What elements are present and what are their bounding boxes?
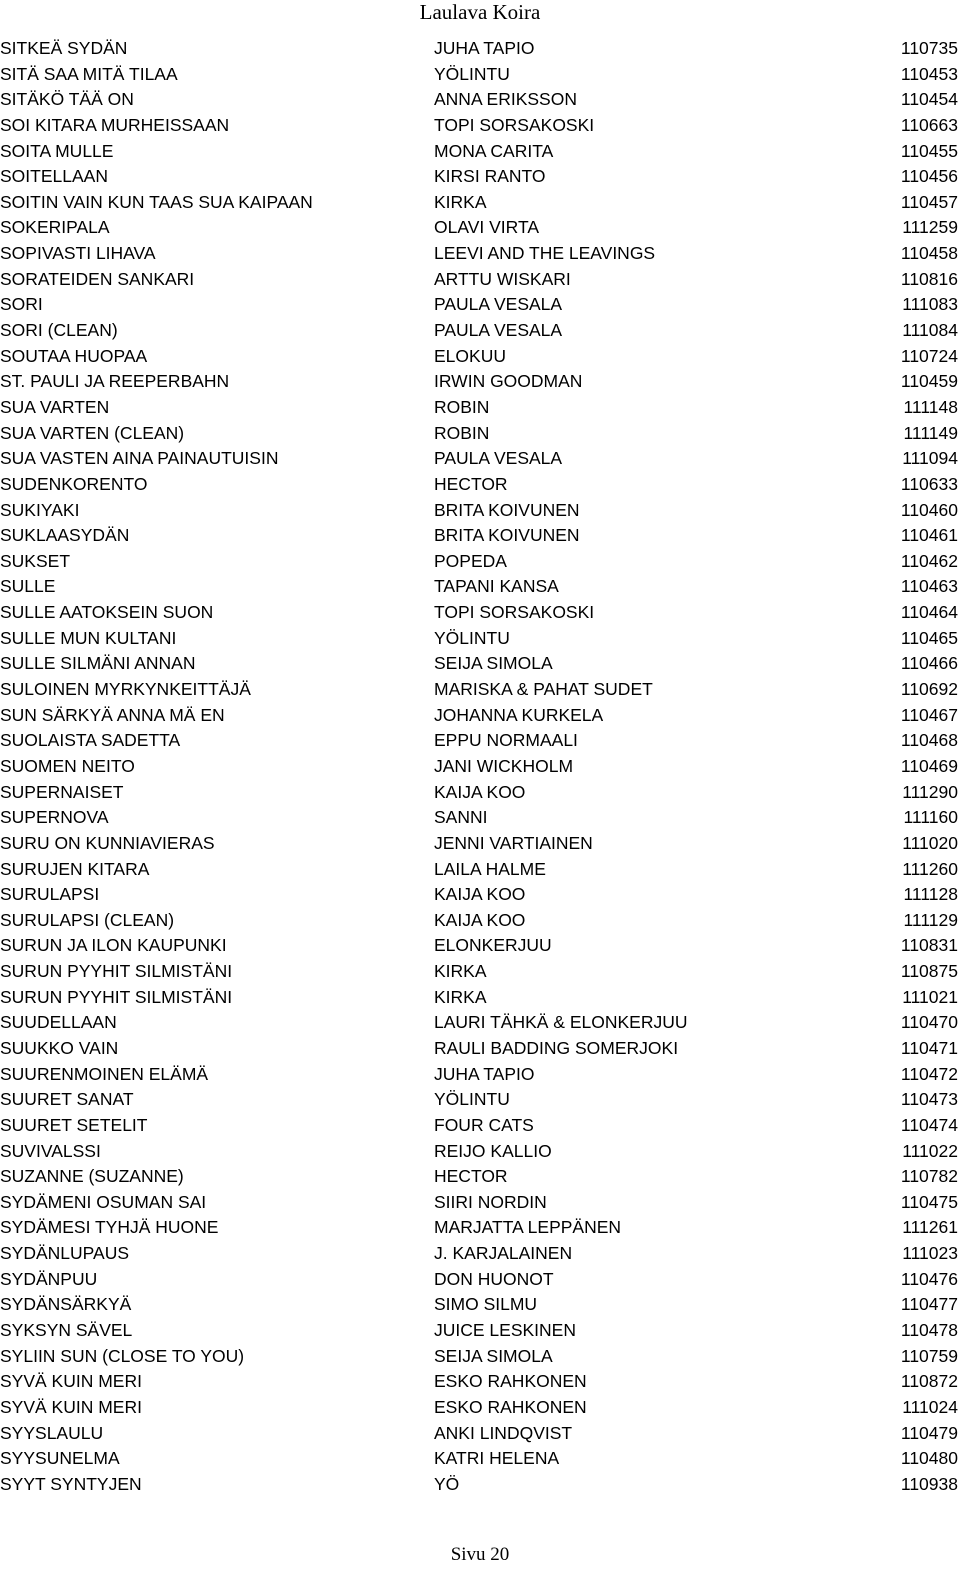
song-code: 110461 bbox=[900, 525, 958, 546]
song-row bbox=[0, 395, 960, 421]
song-code: 110459 bbox=[900, 371, 958, 392]
song-code: 111129 bbox=[903, 909, 958, 930]
song-code: 110463 bbox=[900, 576, 958, 597]
song-artist: YÖ bbox=[434, 1473, 460, 1494]
page-header bbox=[0, 0, 960, 26]
song-code: 110759 bbox=[900, 1345, 958, 1366]
song-title: SUDENKORENTO bbox=[0, 473, 148, 494]
song-title: SYDÄNPUU bbox=[0, 1268, 98, 1289]
song-artist: SEIJA SIMOLA bbox=[434, 1345, 553, 1366]
song-artist: BRITA KOIVUNEN bbox=[434, 499, 580, 520]
song-row bbox=[0, 139, 960, 165]
song-artist: YÖLINTU bbox=[434, 1089, 510, 1110]
song-code: 110473 bbox=[900, 1089, 958, 1110]
song-title: SURULAPSI (CLEAN) bbox=[0, 909, 175, 930]
song-row bbox=[0, 1113, 960, 1139]
song-title: SYDÄMESI TYHJÄ HUONE bbox=[0, 1217, 219, 1238]
song-code: 111022 bbox=[902, 1140, 958, 1161]
song-code: 110735 bbox=[900, 38, 958, 58]
song-title: SYDÄNLUPAUS bbox=[0, 1243, 130, 1264]
song-artist: ANKI LINDQVIST bbox=[434, 1422, 573, 1443]
song-artist: JANI WICKHOLM bbox=[434, 755, 574, 776]
song-code: 111148 bbox=[903, 396, 958, 417]
song-title: SULLE SILMÄNI ANNAN bbox=[0, 653, 196, 674]
song-artist: KIRKA bbox=[434, 191, 487, 212]
page-footer bbox=[0, 1543, 960, 1567]
song-artist: KAIJA KOO bbox=[434, 884, 526, 905]
song-code: 110724 bbox=[900, 345, 958, 366]
song-title: SUA VARTEN bbox=[0, 396, 110, 417]
song-title: SURULAPSI bbox=[0, 884, 100, 905]
song-artist: HECTOR bbox=[434, 1166, 508, 1187]
song-code: 110467 bbox=[900, 704, 958, 725]
song-title: SOKERIPALA bbox=[0, 217, 110, 238]
song-code: 110455 bbox=[900, 140, 958, 161]
song-row bbox=[0, 344, 960, 370]
song-artist: FOUR CATS bbox=[434, 1114, 534, 1135]
song-row bbox=[0, 446, 960, 472]
song-row bbox=[0, 1190, 960, 1216]
song-code: 110454 bbox=[900, 89, 958, 110]
song-title: SYVÄ KUIN MERI bbox=[0, 1371, 142, 1392]
song-artist: ELONKERJUU bbox=[434, 935, 552, 956]
song-artist: ROBIN bbox=[434, 396, 490, 417]
song-title: SYKSYN SÄVEL bbox=[0, 1320, 133, 1341]
song-code: 110457 bbox=[900, 191, 958, 212]
song-artist: ROBIN bbox=[434, 422, 490, 443]
song-artist: ESKO RAHKONEN bbox=[434, 1371, 587, 1392]
song-row bbox=[0, 1421, 960, 1447]
song-code: 111160 bbox=[903, 807, 958, 828]
song-artist: TAPANI KANSA bbox=[434, 576, 559, 597]
song-row bbox=[0, 1087, 960, 1113]
song-artist: OLAVI VIRTA bbox=[434, 217, 540, 238]
song-artist: BRITA KOIVUNEN bbox=[434, 525, 580, 546]
song-artist: SIMO SILMU bbox=[434, 1294, 538, 1315]
song-row bbox=[0, 600, 960, 626]
song-title: SITKEÄ SYDÄN bbox=[0, 38, 128, 58]
song-title: SYDÄNSÄRKYÄ bbox=[0, 1294, 132, 1315]
song-code: 110480 bbox=[900, 1448, 958, 1469]
song-row bbox=[0, 1267, 960, 1293]
song-artist: ESKO RAHKONEN bbox=[434, 1396, 587, 1417]
song-title: SUN SÄRKYÄ ANNA MÄ EN bbox=[0, 704, 225, 725]
song-artist: KIRKA bbox=[434, 961, 487, 982]
song-title: SURUN PYYHIT SILMISTÄNI bbox=[0, 986, 233, 1007]
song-title: SULLE bbox=[0, 576, 56, 597]
song-title: SOITA MULLE bbox=[0, 140, 114, 161]
song-title: SORATEIDEN SANKARI bbox=[0, 268, 195, 289]
song-artist: MARISKA & PAHAT SUDET bbox=[434, 679, 653, 700]
song-code: 110782 bbox=[900, 1166, 958, 1187]
song-artist: LAURI TÄHKÄ & ELONKERJUU bbox=[434, 1012, 688, 1033]
song-artist: J. KARJALAINEN bbox=[434, 1243, 573, 1264]
song-row bbox=[0, 1241, 960, 1267]
song-title: SULLE MUN KULTANI bbox=[0, 627, 177, 648]
song-artist: YÖLINTU bbox=[434, 63, 510, 84]
song-code: 110663 bbox=[900, 114, 958, 135]
song-code: 111083 bbox=[902, 294, 958, 315]
song-code: 110477 bbox=[900, 1294, 958, 1315]
song-artist: KIRKA bbox=[434, 986, 487, 1007]
song-artist: PAULA VESALA bbox=[434, 320, 563, 341]
song-row bbox=[0, 703, 960, 729]
song-code: 111094 bbox=[902, 448, 958, 469]
song-artist: JOHANNA KURKELA bbox=[434, 704, 604, 725]
song-row bbox=[0, 113, 960, 139]
song-row bbox=[0, 36, 960, 62]
song-code: 110468 bbox=[900, 730, 958, 751]
song-code: 111023 bbox=[902, 1243, 958, 1264]
song-row bbox=[0, 369, 960, 395]
song-title: SUURET SANAT bbox=[0, 1089, 134, 1110]
song-row bbox=[0, 1472, 960, 1498]
song-artist: JUHA TAPIO bbox=[434, 1063, 535, 1084]
song-row bbox=[0, 677, 960, 703]
song-code: 110938 bbox=[900, 1473, 958, 1494]
song-row bbox=[0, 1369, 960, 1395]
song-row bbox=[0, 1164, 960, 1190]
song-artist: KATRI HELENA bbox=[434, 1448, 560, 1469]
song-title: SUPERNOVA bbox=[0, 807, 109, 828]
song-artist: LEEVI AND THE LEAVINGS bbox=[434, 243, 656, 264]
song-code: 110831 bbox=[900, 935, 958, 956]
song-code: 110453 bbox=[900, 63, 958, 84]
song-code: 111261 bbox=[902, 1217, 958, 1238]
song-row bbox=[0, 831, 960, 857]
song-artist: TOPI SORSAKOSKI bbox=[434, 114, 595, 135]
song-row bbox=[0, 1292, 960, 1318]
song-artist: RAULI BADDING SOMERJOKI bbox=[434, 1037, 679, 1058]
song-title: SOUTAA HUOPAA bbox=[0, 345, 148, 366]
song-title: SYYSLAULU bbox=[0, 1422, 104, 1443]
song-row bbox=[0, 728, 960, 754]
song-row bbox=[0, 267, 960, 293]
song-artist: DON HUONOT bbox=[434, 1268, 554, 1289]
song-code: 110474 bbox=[900, 1114, 958, 1135]
song-row bbox=[0, 190, 960, 216]
song-title: SORI (CLEAN) bbox=[0, 320, 118, 341]
song-title: SUA VASTEN AINA PAINAUTUISIN bbox=[0, 448, 279, 469]
page-number: Sivu 20 bbox=[450, 1544, 510, 1565]
song-artist: JENNI VARTIAINEN bbox=[434, 832, 593, 853]
song-row bbox=[0, 421, 960, 447]
song-title: ST. PAULI JA REEPERBAHN bbox=[0, 371, 230, 392]
song-artist: YÖLINTU bbox=[434, 627, 510, 648]
song-code: 110464 bbox=[900, 602, 958, 623]
song-row bbox=[0, 318, 960, 344]
song-title: SUURENMOINEN ELÄMÄ bbox=[0, 1063, 209, 1084]
song-code: 110471 bbox=[900, 1037, 958, 1058]
song-row bbox=[0, 1036, 960, 1062]
song-row bbox=[0, 1344, 960, 1370]
song-row bbox=[0, 882, 960, 908]
song-row bbox=[0, 62, 960, 88]
song-code: 110478 bbox=[900, 1320, 958, 1341]
song-code: 111020 bbox=[902, 832, 958, 853]
song-row bbox=[0, 164, 960, 190]
song-artist: LAILA HALME bbox=[434, 858, 546, 879]
song-title: SYYSUNELMA bbox=[0, 1448, 120, 1469]
song-artist: PAULA VESALA bbox=[434, 294, 563, 315]
song-row bbox=[0, 857, 960, 883]
song-row bbox=[0, 908, 960, 934]
song-row bbox=[0, 780, 960, 806]
song-row bbox=[0, 498, 960, 524]
song-title: SUZANNE (SUZANNE) bbox=[0, 1166, 184, 1187]
song-artist: SANNI bbox=[434, 807, 488, 828]
song-code: 111260 bbox=[902, 858, 958, 879]
song-list bbox=[0, 36, 960, 1498]
song-row bbox=[0, 959, 960, 985]
song-artist: SEIJA SIMOLA bbox=[434, 653, 553, 674]
song-row bbox=[0, 626, 960, 652]
song-title: SYVÄ KUIN MERI bbox=[0, 1396, 142, 1417]
song-row bbox=[0, 549, 960, 575]
song-code: 111084 bbox=[902, 320, 958, 341]
song-title: SOPIVASTI LIHAVA bbox=[0, 243, 156, 264]
song-artist: IRWIN GOODMAN bbox=[434, 371, 583, 392]
song-row bbox=[0, 241, 960, 267]
song-title: SUUDELLAAN bbox=[0, 1012, 117, 1033]
song-title: SUOMEN NEITO bbox=[0, 755, 135, 776]
song-code: 111021 bbox=[902, 986, 958, 1007]
song-title: SUPERNAISET bbox=[0, 781, 124, 802]
song-code: 111259 bbox=[902, 217, 958, 238]
song-artist: HECTOR bbox=[434, 473, 508, 494]
song-title: SITÄKÖ TÄÄ ON bbox=[0, 89, 134, 110]
song-row bbox=[0, 1446, 960, 1472]
song-title: SULLE AATOKSEIN SUON bbox=[0, 602, 214, 623]
song-code: 110469 bbox=[900, 755, 958, 776]
song-code: 110466 bbox=[900, 653, 958, 674]
song-title: SUUKKO VAIN bbox=[0, 1037, 119, 1058]
song-title: SUA VARTEN (CLEAN) bbox=[0, 422, 185, 443]
song-artist: SIIRI NORDIN bbox=[434, 1191, 547, 1212]
song-code: 110692 bbox=[900, 679, 958, 700]
song-title: SUVIVALSSI bbox=[0, 1140, 101, 1161]
song-title: SUURET SETELIT bbox=[0, 1114, 148, 1135]
song-row bbox=[0, 472, 960, 498]
song-artist: ELOKUU bbox=[434, 345, 506, 366]
song-code: 111128 bbox=[903, 884, 958, 905]
song-code: 110462 bbox=[900, 550, 958, 571]
song-artist: KAIJA KOO bbox=[434, 781, 526, 802]
song-row bbox=[0, 292, 960, 318]
song-title: SURUJEN KITARA bbox=[0, 858, 150, 879]
song-row bbox=[0, 1395, 960, 1421]
song-code: 111149 bbox=[903, 422, 958, 443]
song-artist: JUICE LESKINEN bbox=[434, 1320, 576, 1341]
song-code: 111024 bbox=[902, 1396, 958, 1417]
song-row bbox=[0, 651, 960, 677]
song-row bbox=[0, 1062, 960, 1088]
song-row bbox=[0, 805, 960, 831]
song-artist: PAULA VESALA bbox=[434, 448, 563, 469]
song-code: 110472 bbox=[900, 1063, 958, 1084]
song-title: SYDÄMENI OSUMAN SAI bbox=[0, 1191, 207, 1212]
song-artist: KAIJA KOO bbox=[434, 909, 526, 930]
song-title: SUKSET bbox=[0, 550, 71, 571]
song-row bbox=[0, 523, 960, 549]
document-title: Laulava Koira bbox=[419, 0, 541, 24]
song-title: SUKLAASYDÄN bbox=[0, 525, 130, 546]
song-row bbox=[0, 574, 960, 600]
song-title: SOI KITARA MURHEISSAAN bbox=[0, 114, 230, 135]
song-row bbox=[0, 985, 960, 1011]
song-title: SUOLAISTA SADETTA bbox=[0, 730, 181, 751]
song-artist: KIRSI RANTO bbox=[434, 166, 546, 187]
song-code: 110465 bbox=[900, 627, 958, 648]
song-artist: ARTTU WISKARI bbox=[434, 268, 571, 289]
song-row bbox=[0, 1010, 960, 1036]
song-code: 111290 bbox=[902, 781, 958, 802]
song-artist: ANNA ERIKSSON bbox=[434, 89, 577, 110]
song-row bbox=[0, 1215, 960, 1241]
song-code: 110816 bbox=[900, 268, 958, 289]
song-title: SYLIIN SUN (CLOSE TO YOU) bbox=[0, 1345, 245, 1366]
song-artist: JUHA TAPIO bbox=[434, 38, 535, 58]
song-title: SOITIN VAIN KUN TAAS SUA KAIPAAN bbox=[0, 191, 313, 212]
song-artist: MARJATTA LEPPÄNEN bbox=[434, 1217, 622, 1238]
song-title: SYYT SYNTYJEN bbox=[0, 1473, 142, 1494]
song-row bbox=[0, 754, 960, 780]
song-row bbox=[0, 933, 960, 959]
song-code: 110456 bbox=[900, 166, 958, 187]
song-artist: REIJO KALLIO bbox=[434, 1140, 552, 1161]
song-row bbox=[0, 1139, 960, 1165]
song-artist: POPEDA bbox=[434, 550, 507, 571]
song-title: SOITELLAAN bbox=[0, 166, 108, 187]
song-code: 110475 bbox=[900, 1191, 958, 1212]
song-title: SORI bbox=[0, 294, 43, 315]
song-code: 110476 bbox=[900, 1268, 958, 1289]
song-code: 110479 bbox=[900, 1422, 958, 1443]
song-code: 110633 bbox=[900, 473, 958, 494]
song-code: 110875 bbox=[900, 961, 958, 982]
song-code: 110458 bbox=[900, 243, 958, 264]
song-title: SURU ON KUNNIAVIERAS bbox=[0, 832, 215, 853]
song-row bbox=[0, 87, 960, 113]
song-title: SUKIYAKI bbox=[0, 499, 80, 520]
song-code: 110460 bbox=[900, 499, 958, 520]
song-artist: EPPU NORMAALI bbox=[434, 730, 578, 751]
song-code: 110470 bbox=[900, 1012, 958, 1033]
song-row bbox=[0, 1318, 960, 1344]
song-artist: MONA CARITA bbox=[434, 140, 554, 161]
song-artist: TOPI SORSAKOSKI bbox=[434, 602, 595, 623]
song-code: 110872 bbox=[900, 1371, 958, 1392]
song-row bbox=[0, 215, 960, 241]
song-title: SURUN PYYHIT SILMISTÄNI bbox=[0, 961, 233, 982]
song-title: SURUN JA ILON KAUPUNKI bbox=[0, 935, 227, 956]
song-title: SITÄ SAA MITÄ TILAA bbox=[0, 63, 178, 84]
song-title: SULOINEN MYRKYNKEITTÄJÄ bbox=[0, 679, 251, 700]
